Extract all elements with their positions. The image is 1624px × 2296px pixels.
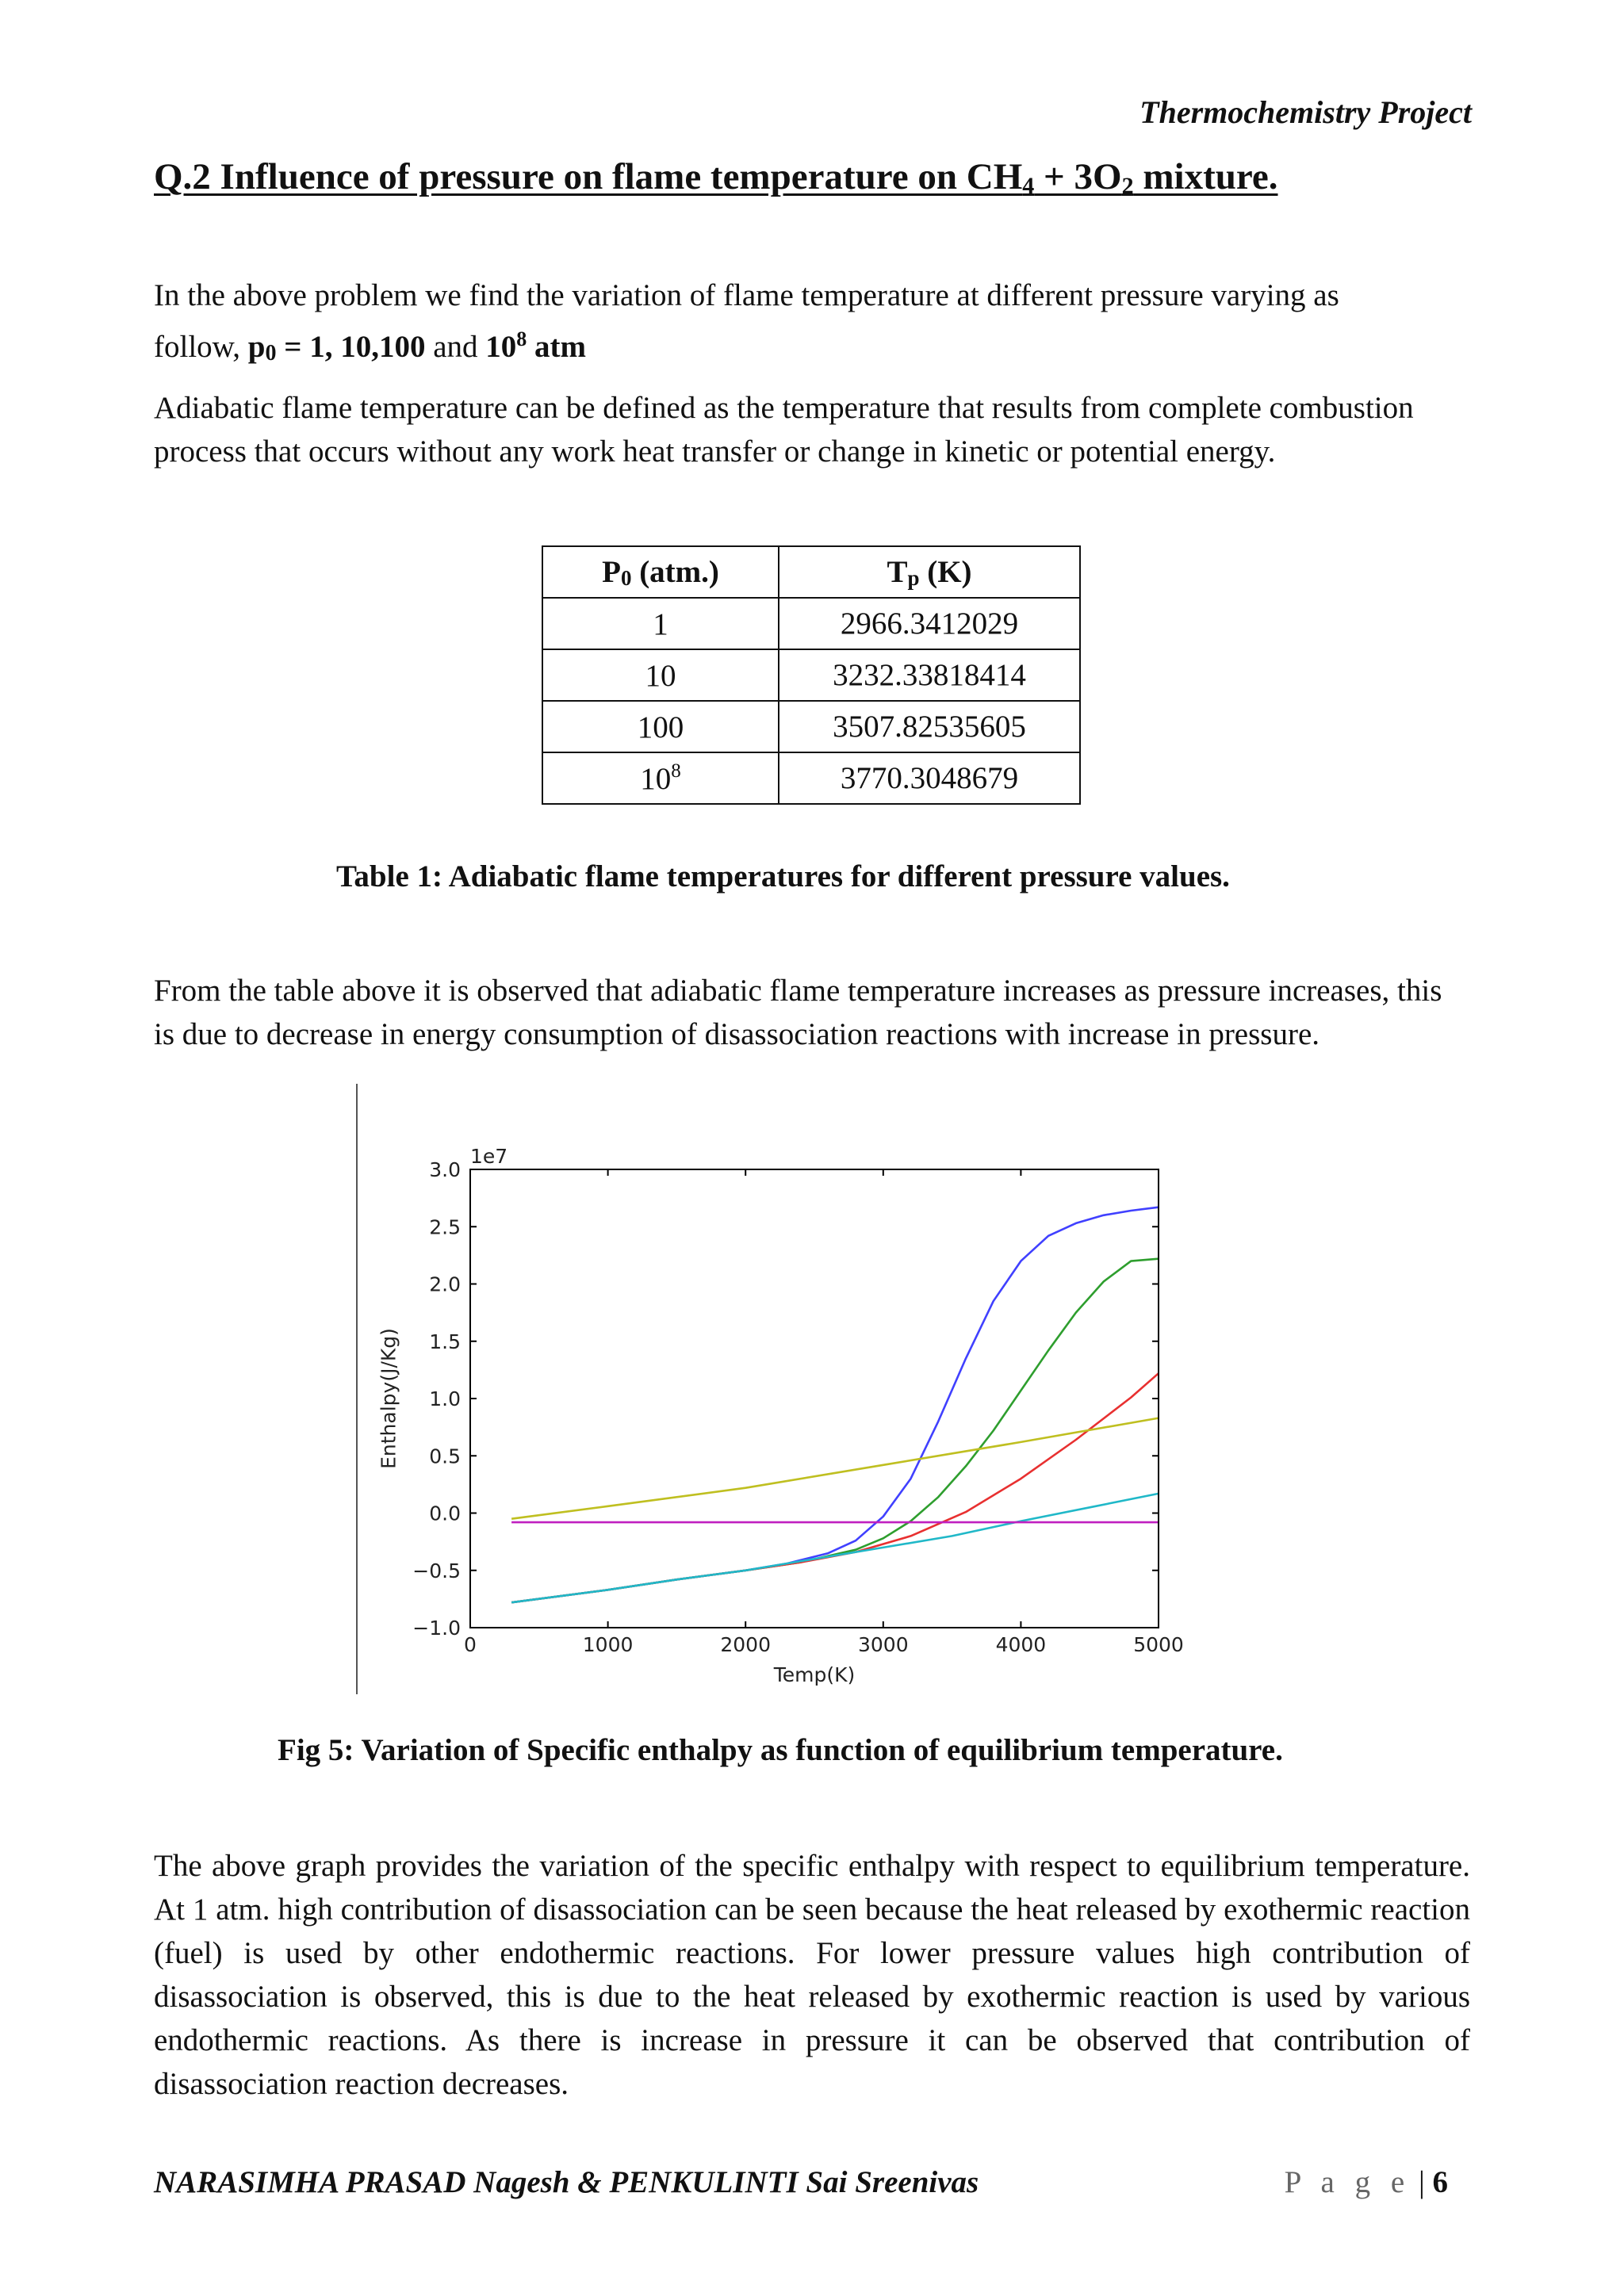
figure-left-border bbox=[356, 1084, 358, 1694]
pressure-temperature-table bbox=[542, 545, 1081, 805]
series-line-3 bbox=[511, 1373, 1159, 1602]
y-tick-label: 2.5 bbox=[429, 1215, 461, 1239]
y-tick-label: 1.5 bbox=[429, 1330, 461, 1353]
discussion-paragraph: The above graph provides the variation of the specific enthalpy with respect to equilibrium temperature. At 1 atm. high contribution of disassociation can be seen because the heat released by exothermic reaction (fuel) is used by other endothermic reactions. For lower pressure values high contribution of disassociation is observed, this is due to the heat released by exothermic reaction is used by various endothermic reactions. As there is increase in pressure it can be observed that contribution of disassociation reaction decreases. bbox=[154, 1849, 1470, 2101]
table-row bbox=[542, 701, 1080, 752]
x-tick-label: 4000 bbox=[995, 1633, 1047, 1656]
series-line-1 bbox=[511, 1207, 1159, 1603]
cell-temperature: 2966.3412029 bbox=[779, 598, 1080, 649]
y-tick-label: 1.0 bbox=[429, 1387, 461, 1410]
footer-authors: NARASIMHA PRASAD Nagesh & PENKULINTI Sai Sreenivas bbox=[154, 2165, 979, 2199]
x-tick-label: 0 bbox=[464, 1633, 477, 1656]
table-header-row bbox=[542, 546, 1080, 598]
y-axis-label: Enthalpy(J/Kg) bbox=[377, 1328, 400, 1469]
figure-caption: Fig 5: Variation of Specific enthalpy as function of equilibrium temperature. bbox=[278, 1733, 1283, 1767]
y-tick-label: −1.0 bbox=[412, 1617, 461, 1640]
table-row bbox=[542, 649, 1080, 701]
section-title: Q.2 Influence of pressure on flame temperature on $CH_4 + 3O_2$ mixture. bbox=[154, 156, 1278, 199]
enthalpy-chart bbox=[365, 1126, 1205, 1697]
series-line-4 bbox=[511, 1494, 1159, 1602]
cell-pressure: 1 bbox=[542, 598, 779, 649]
cell-temperature: 3232.33818414 bbox=[779, 649, 1080, 701]
footer-page-number: P a g e | 6 bbox=[1284, 2165, 1448, 2199]
series-line-5 bbox=[511, 1418, 1159, 1519]
y-offset-label: 1e7 bbox=[470, 1145, 508, 1168]
cell-pressure: $10^8$ bbox=[542, 752, 779, 804]
definition-paragraph: Adiabatic flame temperature can be defined as the temperature that results from complete combustion process that occurs without any work heat transfer or change in kinetic or potential energy. bbox=[154, 391, 1414, 469]
running-header: Thermochemistry Project bbox=[1139, 94, 1472, 130]
cell-pressure: 10 bbox=[542, 649, 779, 701]
table-caption: Table 1: Adiabatic flame temperatures for different pressure values. bbox=[336, 859, 1230, 894]
y-tick-label: 2.0 bbox=[429, 1272, 461, 1296]
intro-paragraph bbox=[154, 274, 1470, 375]
header-temperature: $T_p$ (K) bbox=[779, 546, 1080, 598]
y-tick-label: 3.0 bbox=[429, 1158, 461, 1181]
x-tick-label: 5000 bbox=[1133, 1633, 1184, 1656]
y-tick-label: −0.5 bbox=[412, 1559, 461, 1582]
table-row bbox=[542, 598, 1080, 649]
intro-line-2: follow, $p_0 = 1$, 10,100 and $10^8$ atm bbox=[154, 327, 587, 365]
chart-series-group bbox=[511, 1207, 1159, 1603]
y-tick-label: 0.5 bbox=[429, 1445, 461, 1468]
cell-pressure: 100 bbox=[542, 701, 779, 752]
header-pressure: $P_0$ (atm.) bbox=[542, 546, 779, 598]
x-tick-label: 3000 bbox=[857, 1633, 909, 1656]
x-axis-label: Temp(K) bbox=[773, 1663, 856, 1686]
y-tick-label: 0.0 bbox=[429, 1502, 461, 1525]
cell-temperature: 3770.3048679 bbox=[779, 752, 1080, 804]
x-tick-label: 1000 bbox=[582, 1633, 634, 1656]
table-row bbox=[542, 752, 1080, 804]
x-tick-label: 2000 bbox=[720, 1633, 772, 1656]
cell-temperature: 3507.82535605 bbox=[779, 701, 1080, 752]
chart-ticks-group bbox=[412, 1158, 1184, 1656]
observation-paragraph: From the table above it is observed that adiabatic flame temperature increases as pressure increases, this is due to decrease in energy consumption of disassociation reactions with increase in pressure. bbox=[154, 974, 1442, 1051]
intro-line-1: In the above problem we find the variation of flame temperature at different pressure varying as bbox=[154, 278, 1339, 312]
